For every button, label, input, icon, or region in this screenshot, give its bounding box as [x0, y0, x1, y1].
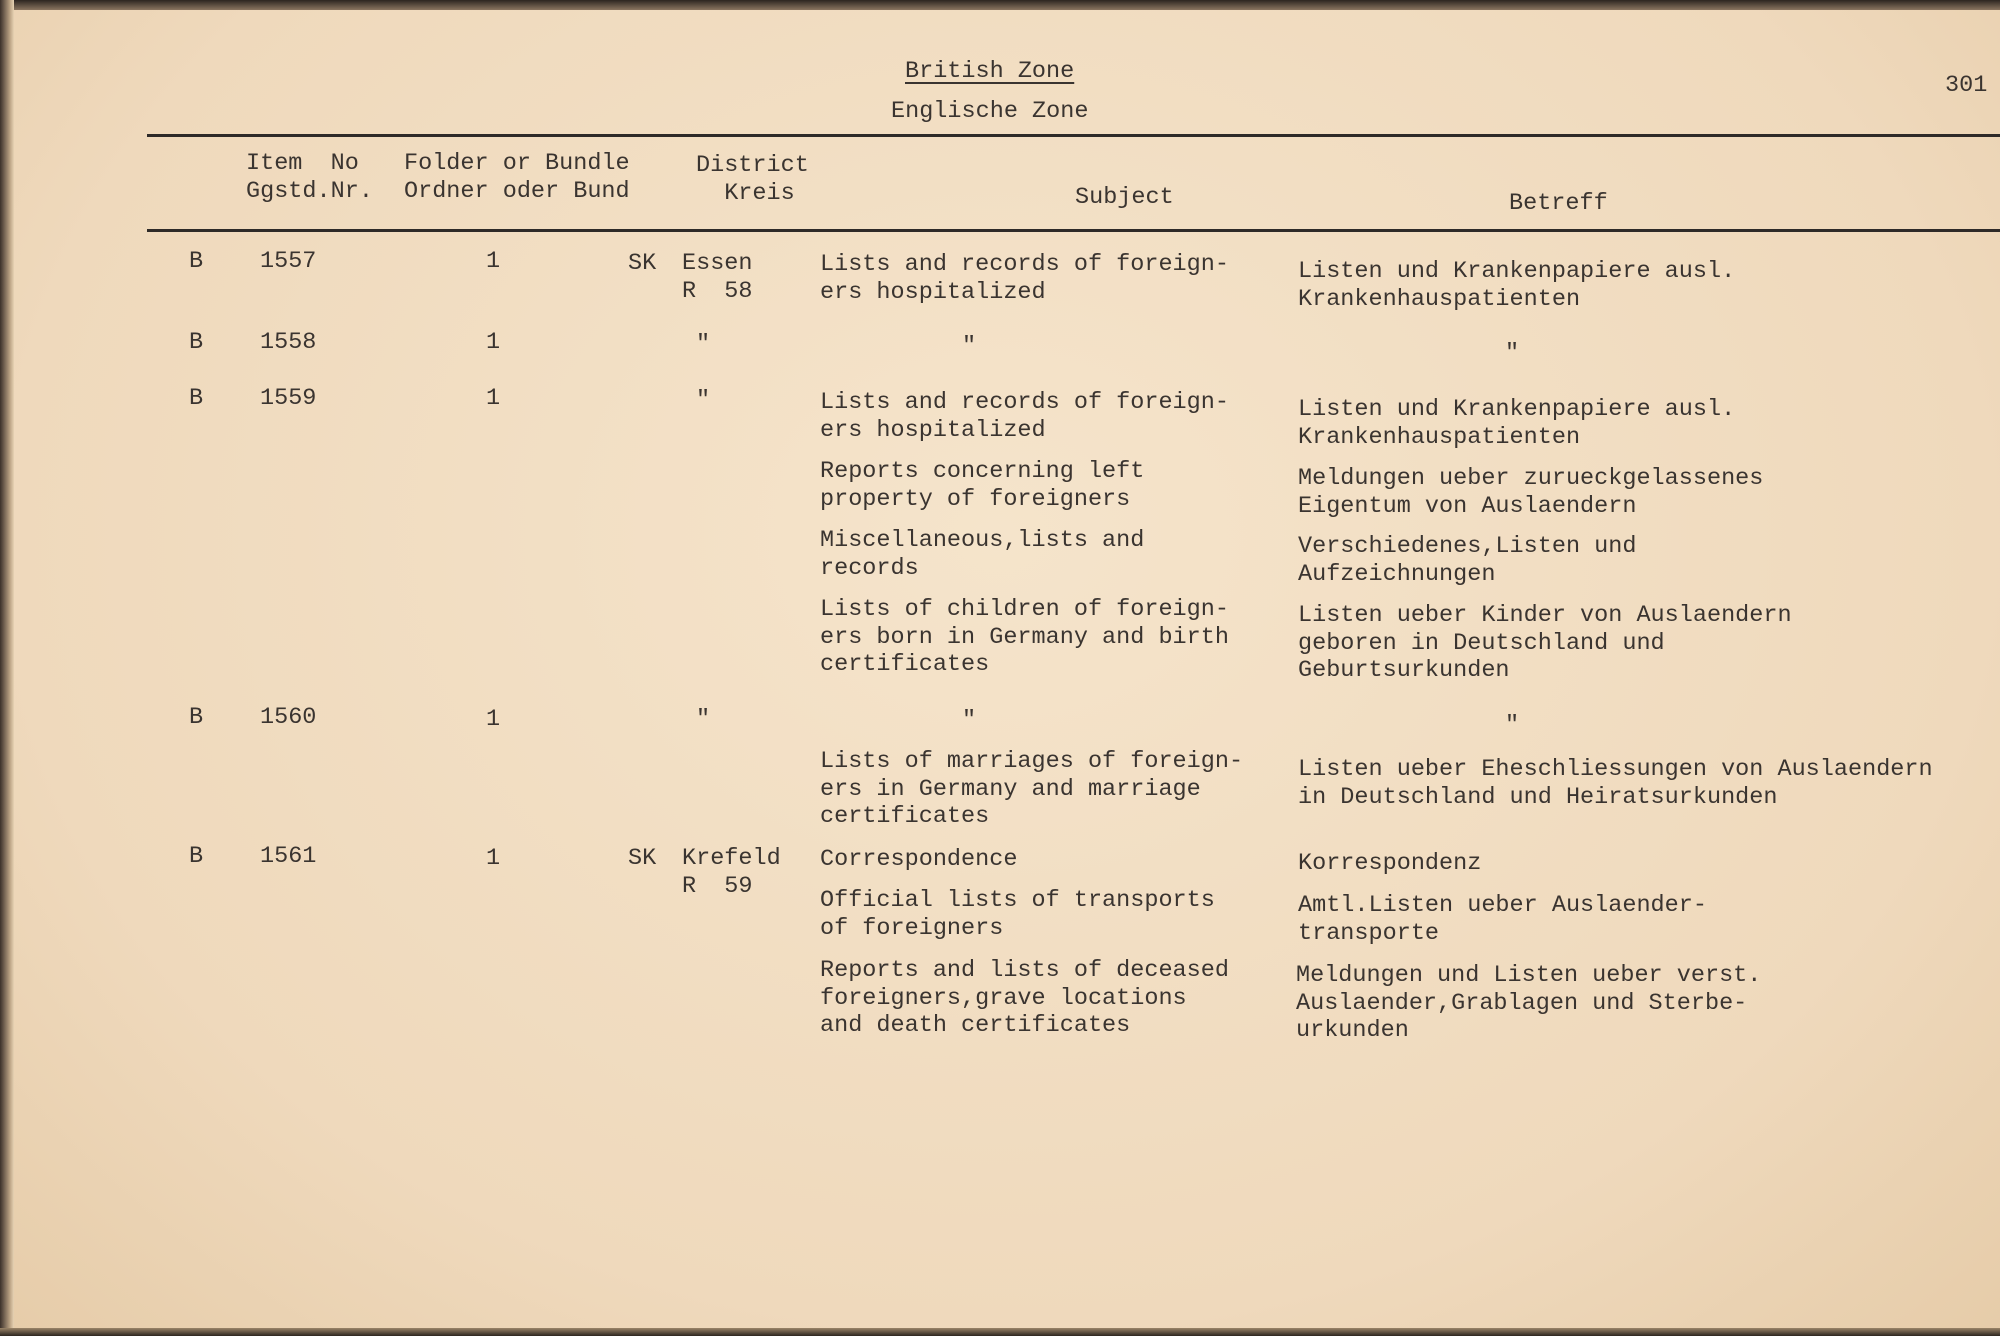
- betreff-ditto: ": [1505, 340, 1520, 367]
- row-prefix: B: [189, 385, 204, 412]
- subject-entry: Lists and records of foreign- ers hospitalized: [820, 389, 1229, 444]
- district-ditto: ": [696, 706, 711, 733]
- subject-entry: Official lists of transports of foreigners: [820, 887, 1215, 942]
- district-ditto: ": [696, 387, 711, 414]
- subject-entry: Miscellaneous,lists and records: [820, 527, 1145, 582]
- betreff-entry: Meldungen und Listen ueber verst. Auslaender,Grablagen und Sterbe- urkunden: [1296, 962, 1762, 1044]
- book-binding-edge: [0, 0, 14, 1336]
- betreff-entry: Korrespondenz: [1298, 850, 1482, 877]
- zone-title: British Zone: [905, 58, 1075, 85]
- item-number: 1561: [260, 843, 317, 870]
- row-prefix: B: [189, 248, 204, 275]
- subject-entry: Correspondence: [820, 846, 1018, 873]
- district-ditto: ": [696, 331, 711, 358]
- betreff-entry: Verschiedenes,Listen und Aufzeichnungen: [1298, 533, 1637, 588]
- column-header-district: District Kreis: [696, 152, 809, 207]
- page-edge-top: [0, 0, 2000, 10]
- subject-ditto: ": [962, 333, 977, 360]
- column-header-subject: Subject: [1075, 184, 1174, 211]
- district-type: SK: [628, 250, 657, 277]
- subject-ditto: ": [962, 707, 977, 734]
- item-number: 1560: [260, 704, 317, 731]
- folder-count: 1: [486, 706, 501, 733]
- folder-count: 1: [486, 329, 501, 356]
- subject-entry: Reports concerning left property of foreigners: [820, 458, 1145, 513]
- betreff-entry: Meldungen ueber zurueckgelassenes Eigentum von Auslaendern: [1298, 465, 1764, 520]
- page-edge-bottom: [0, 1328, 2000, 1336]
- betreff-entry: Listen und Krankenpapiere ausl. Krankenhauspatienten: [1298, 396, 1736, 451]
- row-prefix: B: [189, 329, 204, 356]
- folder-count: 1: [486, 248, 501, 275]
- item-number: 1558: [260, 329, 317, 356]
- subject-entry: Lists of children of foreign- ers born in Germany and birth certificates: [820, 596, 1229, 678]
- betreff-entry: Listen und Krankenpapiere ausl. Krankenhauspatienten: [1298, 258, 1736, 313]
- column-header-betreff: Betreff: [1509, 190, 1608, 217]
- district-name: Essen R 58: [682, 250, 753, 305]
- header-bottom-rule: [147, 229, 2000, 232]
- column-header-folder: Folder or Bundle Ordner oder Bund: [404, 150, 630, 205]
- betreff-entry: Listen ueber Eheschliessungen von Auslaendern in Deutschland und Heiratsurkunden: [1298, 756, 1933, 811]
- betreff-entry: Listen ueber Kinder von Auslaendern geboren in Deutschland und Geburtsurkunden: [1298, 602, 1792, 684]
- subject-entry: Lists and records of foreign- ers hospitalized: [820, 251, 1229, 306]
- folder-count: 1: [486, 845, 501, 872]
- betreff-entry: Amtl.Listen ueber Auslaender- transporte: [1298, 892, 1707, 947]
- folder-count: 1: [486, 385, 501, 412]
- header-top-rule: [147, 134, 2000, 137]
- district-type: SK: [628, 845, 657, 872]
- page-number: 301: [1945, 72, 1988, 99]
- row-prefix: B: [189, 704, 204, 731]
- item-number: 1559: [260, 385, 317, 412]
- district-name: Krefeld R 59: [682, 845, 781, 900]
- column-header-item: Item No Ggstd.Nr.: [246, 150, 373, 205]
- betreff-ditto: ": [1505, 712, 1520, 739]
- subject-entry: Reports and lists of deceased foreigners,grave locations and death certificates: [820, 957, 1229, 1039]
- row-prefix: B: [189, 843, 204, 870]
- subject-entry: Lists of marriages of foreign- ers in Germany and marriage certificates: [820, 748, 1244, 830]
- item-number: 1557: [260, 248, 317, 275]
- zone-subtitle: Englische Zone: [891, 98, 1089, 125]
